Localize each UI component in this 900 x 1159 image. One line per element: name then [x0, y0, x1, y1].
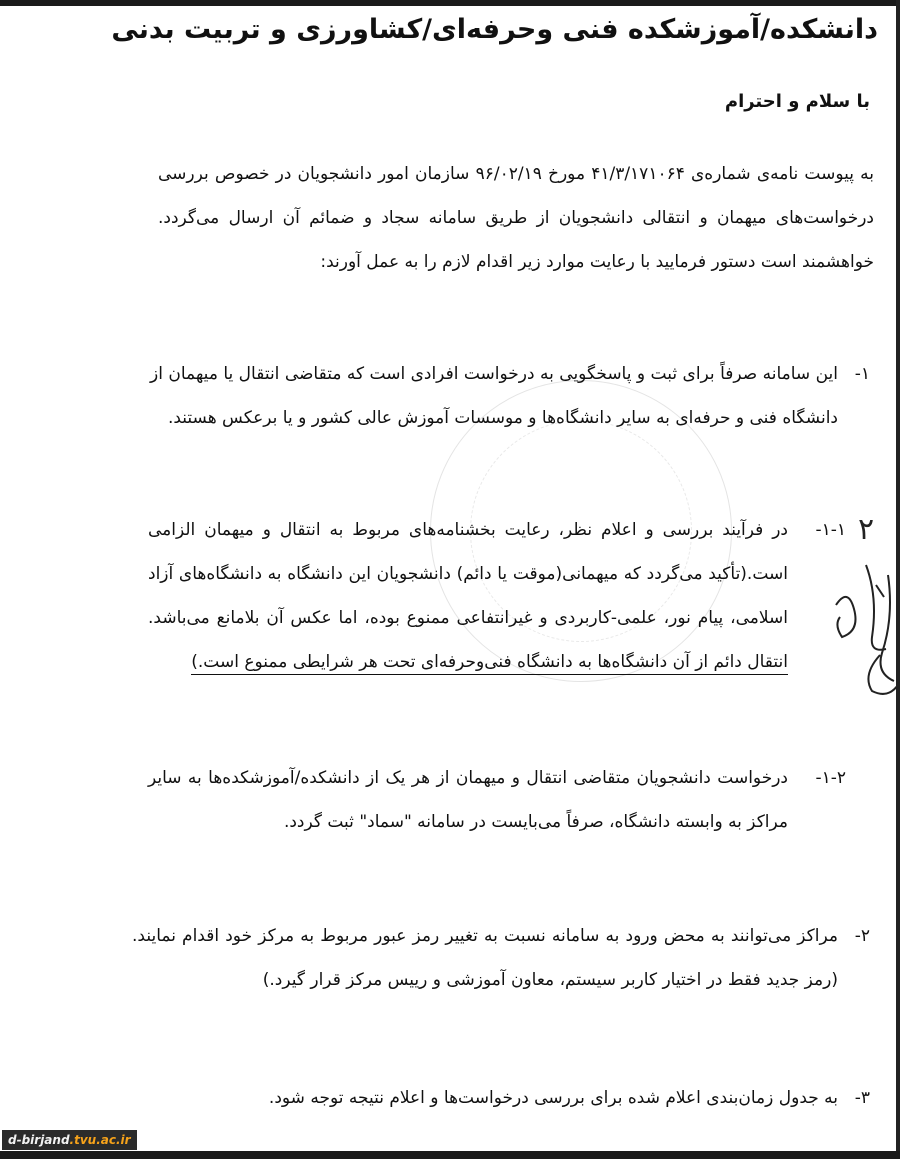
item-text: در فرآیند بررسی و اعلام نظر، رعایت بخشنامه‌های مربوط به انتقال و میهمان الزامی است.(تأکید می‌گردد که میهمانی(موقت یا دائم) دانشجویان این دانشگاه به دانشگاه‌های آزاد اسلامی، پیام نور، علمی-کاربردی و غیرانتفاعی ممنوع بوده، اما عکس آن بلامانع می‌باشد.: [148, 520, 788, 628]
list-item: مراکز می‌توانند به محض ورود به سامانه نسبت به تغییر رمز عبور مربوط به مرکز خود اقدام نمایند.(رمز جدید فقط در اختیار کاربر سیستم، معاون آموزشی و رییس مرکز قرار گیرد.): [132, 926, 838, 990]
list-item: [148, 508, 788, 684]
greeting: با سلام و احترام: [724, 91, 870, 112]
handwritten-annotation: [832, 505, 900, 715]
scan-bottom-border: [0, 1151, 900, 1159]
item-number: ۲-: [854, 926, 870, 946]
list-item: به جدول زمان‌بندی اعلام شده برای بررسی درخواست‌ها و اعلام نتیجه توجه شود.: [268, 1088, 838, 1108]
logo-site: d-birjand: [8, 1133, 70, 1147]
handwritten-mark: ۲: [858, 512, 875, 547]
underlined-text: انتقال دائم از آن دانشگاه‌ها به دانشگاه فنی‌وحرفه‌ای تحت هر شرایطی ممنوع است.): [191, 652, 788, 675]
logo-domain: .tvu.ac.ir: [69, 1133, 131, 1147]
list-item: این سامانه صرفاً برای ثبت و پاسخگویی به درخواست افرادی است که متقاضی انتقال یا میهمان از دانشگاه فنی و حرفه‌ای به سایر دانشگاه‌ها و موسسات آموزش عالی کشور و یا برعکس هستند.: [150, 364, 838, 428]
item-number: ۱-۱-: [815, 520, 846, 540]
site-logo: [2, 1130, 137, 1150]
scan-top-border: [0, 0, 900, 6]
item-number: ۱-: [854, 364, 870, 384]
intro-paragraph: به پیوست نامه‌ی شماره‌ی ۴۱/۳/۱۷۱۰۶۴ مورخ ۹۶/۰۲/۱۹ سازمان امور دانشجویان در خصوص بررسی درخواست‌های میهمان و انتقالی دانشجویان از طریق سامانه سجاد و ضمائم آن ارسال می‌گردد. خواهشمند است دستور فرمایید با رعایت موارد زیر اقدام لازم را به عمل آورند:: [158, 164, 874, 272]
letter-header: دانشکده/آموزشکده فنی وحرفه‌ای/کشاورزی و تربیت بدنی: [111, 14, 878, 45]
item-number: ۱-۲-: [815, 768, 846, 788]
item-number: ۳-: [854, 1088, 870, 1108]
list-item: درخواست دانشجویان متقاضی انتقال و میهمان از هر یک از دانشکده/آموزشکده‌ها به سایر مراکز به وابسته دانشگاه، صرفاً می‌بایست در سامانه "سماد" ثبت گردد.: [148, 768, 788, 832]
